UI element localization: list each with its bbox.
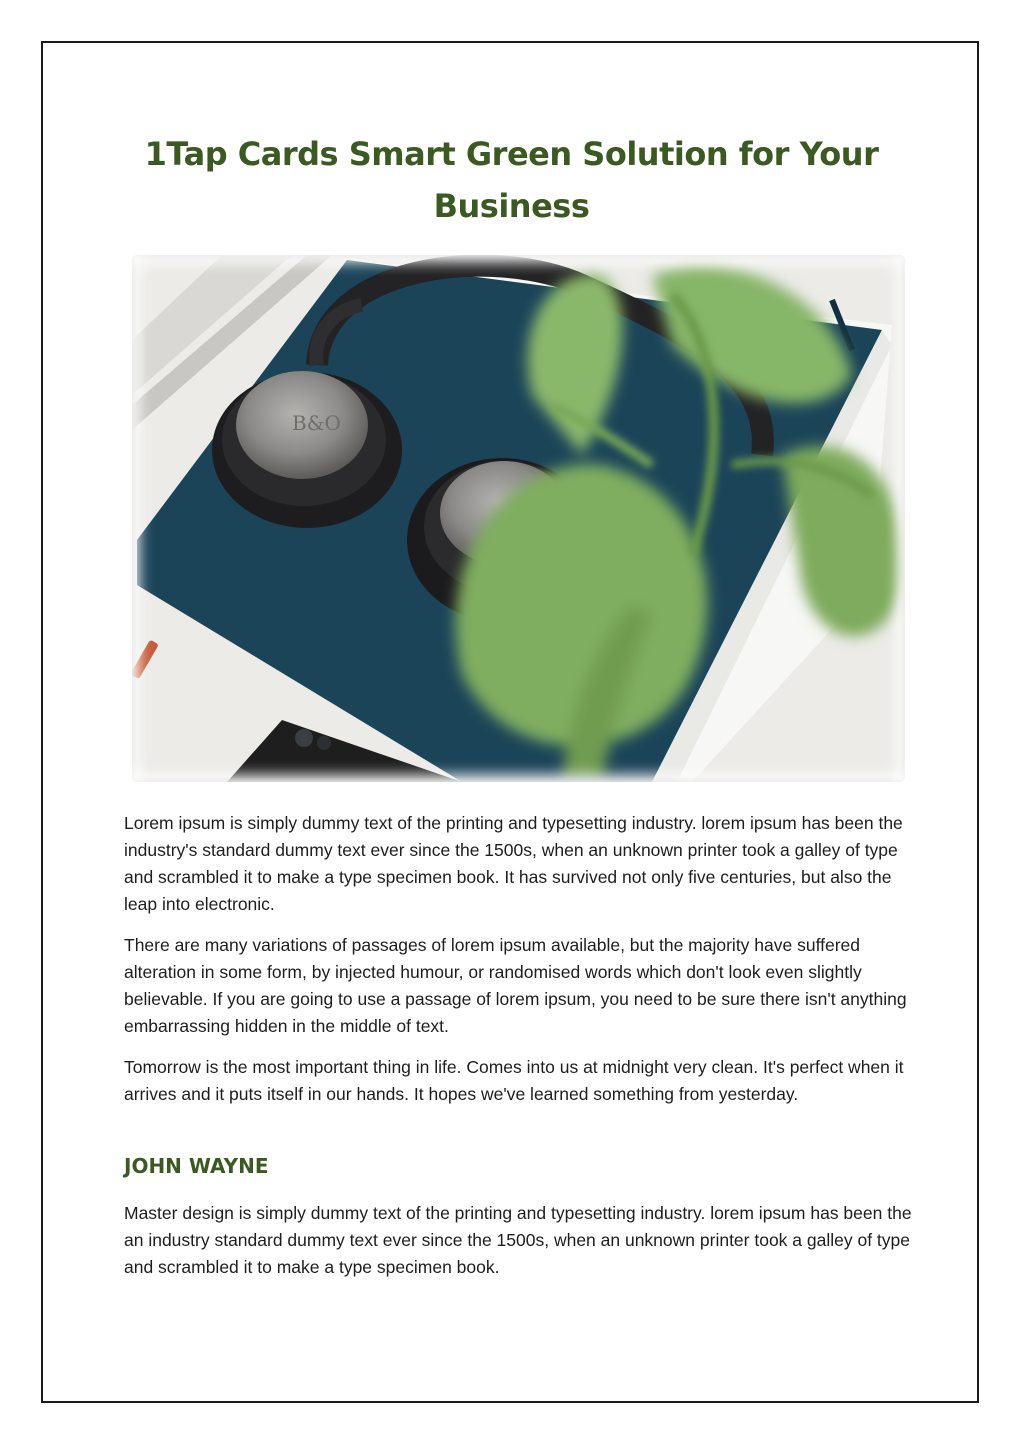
paragraph-3: Tomorrow is the most important thing in life. Comes into us at midnight very clean. It's perfect when it arrives and it puts itself in our hands. It hopes we've learned something from yesterday. <box>124 1057 904 1104</box>
paragraph-2: There are many variations of passages of lorem ipsum available, but the majority have suffered alteration in some form, by injected humour, or randomised words which don't look even slightly believable. If you are going to use a passage of lorem ipsum, you need to be sure there isn't anything embarrassing hidden in the middle of text. <box>124 935 907 1036</box>
hero-photo <box>132 255 905 782</box>
page-title: 1Tap Cards Smart Green Solution for Your Business <box>144 135 879 225</box>
author-paragraph: Master design is simply dummy text of the printing and typesetting industry. lorem ipsum has been the an industry standard dummy text ever since the 1500s, when an unknown printer took a galley of type and scrambled it to make a type specimen book. <box>124 1203 912 1277</box>
author-heading: JOHN WAYNE <box>124 1154 269 1178</box>
svg-text:B&O: B&O <box>292 411 341 435</box>
paragraph-1: Lorem ipsum is simply dummy text of the printing and typesetting industry. lorem ipsum has been the industry's standard dummy text ever since the 1500s, when an unknown printer took a galley of type and scrambled it to make a type specimen book. It has survived not only five centuries, but also the leap into electronic. <box>124 813 903 914</box>
